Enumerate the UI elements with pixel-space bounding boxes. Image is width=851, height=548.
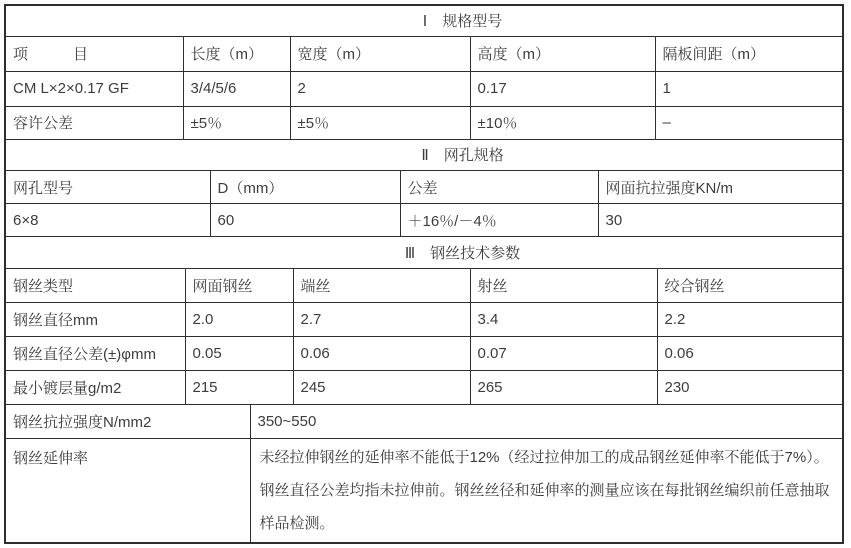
row-label: 容许公差 [6,106,183,139]
cell: 0.06 [293,336,470,370]
table-row [6,237,842,268]
spec-table-section-2 [6,140,842,238]
cell: 1 [655,71,842,106]
column-header: 端丝 [293,268,470,302]
elongation-note: 未经拉伸钢丝的延伸率不能低于12%（经过拉伸加工的成品钢丝延伸率不能低于7%）。钢丝直径公差均指未拉伸前。钢丝丝径和延伸率的测量应该在每批钢丝编织前任意抽取样品检测。 [259,449,830,532]
table-row [6,405,842,439]
column-header: 绞合钢丝 [657,268,842,302]
table-row [6,6,842,36]
table-row [6,439,842,543]
cell: 60 [210,204,400,237]
cell: ±10％ [470,106,655,139]
cell: – [655,106,842,139]
cell: 2.2 [657,302,842,336]
cell: 0.17 [470,71,655,106]
row-label: 钢丝延伸率 [6,439,250,543]
cell: 2.7 [293,302,470,336]
cell: 3/4/5/6 [183,71,290,106]
table-row [6,71,842,106]
spec-table-section-1 [6,6,842,140]
column-header: 项 目 [6,36,183,71]
column-header: 宽度（m） [290,36,470,71]
cell: 3.4 [470,302,657,336]
column-header: 长度（m） [183,36,290,71]
row-label: 钢丝直径公差(±)φmm [6,336,185,370]
spec-table-section-3 [6,237,842,405]
table-row [6,36,842,71]
spec-table-section-4 [6,405,842,543]
cell: 0.05 [185,336,293,370]
table-row [6,370,842,404]
row-label: 钢丝直径mm [6,302,185,336]
cell: 30 [598,204,842,237]
table-row [6,268,842,302]
cell: 6×8 [6,204,210,237]
section-2-title: Ⅱ 网孔规格 [6,140,842,171]
cell: 215 [185,370,293,404]
column-header: 网孔型号 [6,171,210,204]
cell: ±5％ [290,106,470,139]
column-header: 射丝 [470,268,657,302]
cell: ±5％ [183,106,290,139]
column-header: 隔板间距（m） [655,36,842,71]
cell: 2 [290,71,470,106]
column-header: 网面抗拉强度KN/m [598,171,842,204]
table-row [6,336,842,370]
row-label: CM L×2×0.17 GF [6,71,183,106]
section-3-title: Ⅲ 钢丝技术参数 [6,237,842,268]
row-label: 钢丝抗拉强度N/mm2 [6,405,250,439]
table-row [6,106,842,139]
column-header: D（mm） [210,171,400,204]
cell: 0.06 [657,336,842,370]
spec-sheet [4,4,844,544]
table-row [6,204,842,237]
row-label: 最小镀层量g/m2 [6,370,185,404]
cell: 245 [293,370,470,404]
cell: 2.0 [185,302,293,336]
column-header: 高度（m） [470,36,655,71]
table-row [6,171,842,204]
section-1-title: Ⅰ 规格型号 [6,6,842,36]
cell: 265 [470,370,657,404]
column-header: 公差 [400,171,598,204]
cell: 0.07 [470,336,657,370]
cell: 350~550 [250,405,842,439]
table-row [6,140,842,171]
cell: ＋16％/－4％ [400,204,598,237]
table-row [6,302,842,336]
cell: 230 [657,370,842,404]
column-header: 网面钢丝 [185,268,293,302]
column-header: 钢丝类型 [6,268,185,302]
